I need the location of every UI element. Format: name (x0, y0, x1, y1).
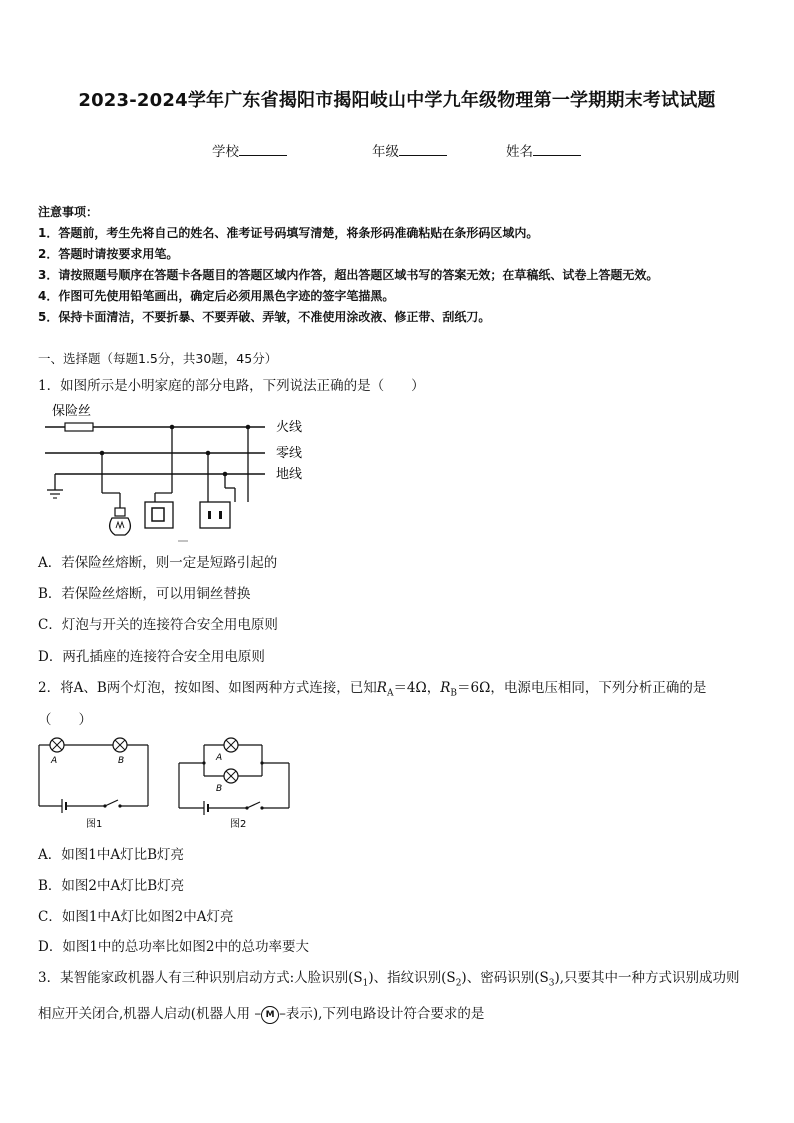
ground-wire-label: 地线 (276, 467, 303, 482)
page-title: 2023-2024学年广东省揭阳市揭阳岐山中学九年级物理第一学期期末考试试题 (78, 90, 716, 111)
q1-option-b[interactable]: B．若保险丝熔断，可以用铜丝替换 (38, 586, 251, 602)
s3-subscript: 3 (548, 978, 555, 989)
ra-symbol: R (376, 680, 387, 696)
q1-option-c[interactable]: C．灯泡与开关的连接符合安全用电原则 (38, 617, 278, 633)
wall-switch-icon (145, 502, 173, 528)
fuse-label: 保险丝 (52, 404, 92, 419)
grade-label: 年级 (372, 144, 399, 160)
grade-field (372, 140, 447, 160)
neutral-wire-label: 零线 (276, 446, 303, 461)
q3-text: )、密码识别(S (461, 970, 549, 986)
q2-option-a[interactable]: A．如图1中A灯比B灯亮 (38, 847, 185, 863)
lamp-b-icon (224, 769, 238, 783)
s2-subscript: 2 (455, 978, 462, 989)
figure-1-caption: 图1 (86, 819, 103, 830)
note-item: 5．保持卡面清洁，不要折暴、不要弄破、弄皱，不准使用涂改液、修正带、刮纸刀。 (38, 310, 491, 324)
q1-stem: 1．如图所示是小明家庭的部分电路，下列说法正确的是（ ） (38, 378, 425, 394)
name-blank[interactable] (533, 143, 581, 156)
q3-text: ),只要其中一种方式识别成功则 (554, 970, 740, 986)
q2-stem-bracket: （ ） (38, 712, 92, 728)
lamp-a-label: A (216, 753, 223, 763)
ra-subscript: A (386, 688, 394, 699)
switch-icon (103, 800, 121, 808)
school-blank[interactable] (239, 143, 287, 156)
q2-stem (38, 676, 706, 699)
notes-heading: 注意事项： (38, 205, 99, 219)
note-item: 1．答题前，考生先将自己的姓名、准考证号码填写清楚，将条形码准确粘贴在条形码区域内。 (38, 226, 539, 240)
battery-icon (62, 799, 66, 813)
name-field (506, 140, 581, 160)
q3-text: 相应开关闭合,机器人启动(机器人用 (38, 1006, 251, 1022)
q2-stem-text: 2．将A、B两个灯泡，按如图、如图两种方式连接，已知 (38, 680, 377, 696)
fuse-icon (65, 423, 93, 431)
s1-subscript: 1 (362, 978, 369, 989)
lamp-a-label: A (51, 756, 58, 766)
rb-value: ＝6Ω，电源电压相同，下列分析正确的是 (457, 680, 707, 696)
note-item: 4．作图可先使用铅笔画出，确定后必须用黑色字迹的签字笔描黑。 (38, 289, 395, 303)
section-heading: 一、选择题（每题1.5分，共30题，45分） (38, 351, 278, 366)
lamp-b-label: B (216, 784, 223, 794)
note-item: 3．请按照题号顺序在答题卡各题目的答题区域内作答，超出答题区域书写的答案无效；在草稿纸、试卷上答题无效。 (38, 268, 659, 282)
note-item: 2．答题时请按要求用笔。 (38, 247, 179, 261)
lamp-a-icon (50, 738, 64, 752)
q3-text: )、指纹识别(S (368, 970, 456, 986)
q3-text: 3．某智能家政机器人有三种识别启动方式:人脸识别(S (38, 970, 363, 986)
q1-option-a[interactable]: A．若保险丝熔断，则一定是短路引起的 (38, 555, 278, 571)
name-label: 姓名 (506, 144, 533, 160)
battery-icon (204, 801, 208, 815)
two-pin-socket-icon (200, 502, 230, 528)
q2-figure-1-series (34, 733, 154, 833)
q3-stem-line-1 (38, 966, 740, 989)
q2-option-b[interactable]: B．如图2中A灯比B灯亮 (38, 878, 185, 894)
q2-figure-2-parallel (174, 733, 299, 833)
bulb-icon (110, 508, 131, 535)
rb-subscript: B (450, 688, 458, 699)
rb-symbol: R (440, 680, 451, 696)
q1-household-circuit-figure (40, 398, 330, 546)
q3-text: 表示),下列电路设计符合要求的是 (285, 1006, 485, 1022)
switch-icon (245, 802, 263, 810)
q3-stem-line-2: 相应开关闭合,机器人启动(机器人用 – M –表示),下列电路设计符合要求的是 (38, 1006, 485, 1022)
q2-option-c[interactable]: C．如图1中A灯比如图2中A灯亮 (38, 909, 234, 925)
q2-option-d[interactable]: D．如图1中的总功率比如图2中的总功率要大 (38, 939, 310, 955)
lamp-b-icon (113, 738, 127, 752)
ra-value: ＝4Ω， (393, 680, 441, 696)
school-field (212, 140, 287, 160)
live-wire-label: 火线 (276, 420, 303, 435)
lamp-b-label: B (118, 756, 125, 766)
school-label: 学校 (212, 144, 239, 160)
q1-option-d[interactable]: D．两孔插座的连接符合安全用电原则 (38, 649, 265, 665)
notes-block (38, 202, 658, 328)
motor-icon: M (261, 1006, 279, 1024)
grade-blank[interactable] (399, 143, 447, 156)
lamp-a-icon (224, 738, 238, 752)
figure-2-caption: 图2 (230, 819, 247, 830)
